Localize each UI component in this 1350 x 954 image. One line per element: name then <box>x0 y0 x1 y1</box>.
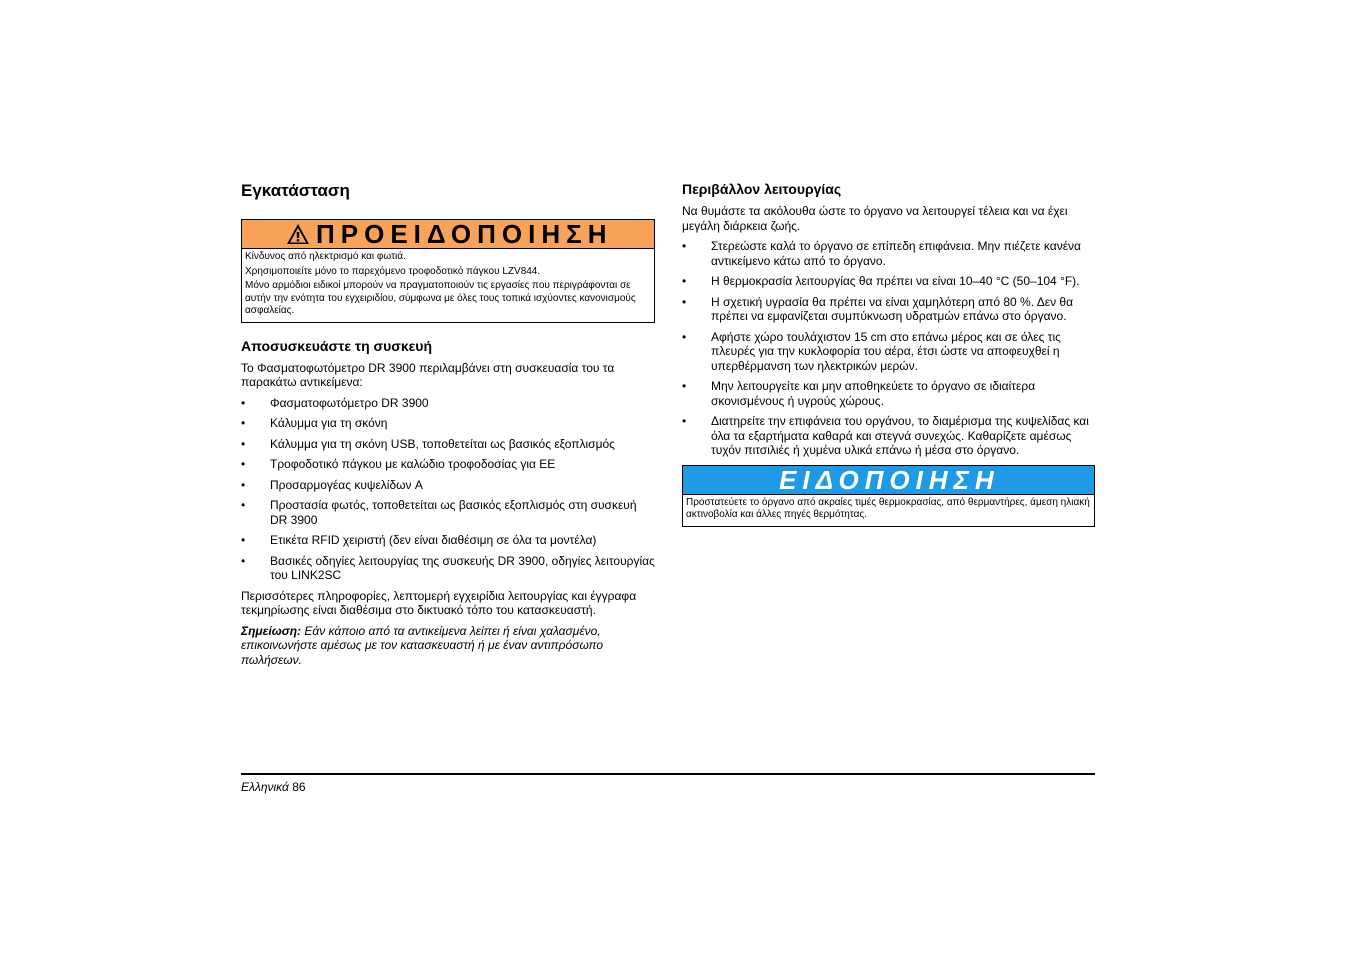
warning-line-2: Χρησιμοποιείτε μόνο το παρεχόμενο τροφοδοτικό πάγκου LZV844. <box>245 265 541 277</box>
warning-line-1: Κίνδυνος από ηλεκτρισμό και φωτιά. <box>245 251 406 262</box>
warning-box <box>241 219 655 323</box>
warning-line-3: Μόνο αρμόδιοι ειδικοί μπορούν να πραγματοποιούν τις εργασίες που περιγράφονται σε αυτήν την ενότητα του εγχειριδίου, σύμφωνα με όλες τους τοπικά ισχύοντες κανονισμούς ασφαλείας. <box>245 280 636 316</box>
list-item: • Φασματοφωτόμετρο DR 3900 <box>241 395 429 410</box>
notice-header <box>683 466 1094 495</box>
list-item: • Κάλυμμα για τη σκόνη <box>241 416 388 430</box>
list-item: • Μην λειτουργείτε και μην αποθηκεύετε το όργανο σε ιδιαίτερα σκονισμένους ή υγρούς χώρους. <box>682 379 1036 408</box>
more-info-text: Περισσότερες πληροφορίες, λεπτομερή εγχειρίδια λειτουργίας και έγγραφα τεκμηρίωσης είναι διαθέσιμα στο δικτυακό τόπο του κατασκευαστή. <box>241 588 637 617</box>
footer-divider <box>241 773 1095 775</box>
env-intro: Να θυμάστε τα ακόλουθα ώστε το όργανο να λειτουργεί τέλεια και να έχει μεγάλη διάρκεια ζωής. <box>682 204 1068 233</box>
env-list <box>682 239 1095 458</box>
footer-language: Ελληνικά <box>241 780 289 794</box>
right-column <box>682 180 1095 527</box>
note <box>241 624 655 668</box>
bullet: • <box>682 379 687 393</box>
list-item: • Η σχετική υγρασία θα πρέπει να είναι χαμηλότερη από 80 %. Δεν θα πρέπει να εμφανίζεται συμπύκνωση υδρατμών επάνω στο όργανο. <box>682 294 1074 323</box>
list-item: • Βασικές οδηγίες λειτουργίας της συσκευής DR 3900, οδηγίες λειτουργίας του LINK2SC <box>241 553 655 582</box>
bullet: • <box>682 274 687 288</box>
bullet: • <box>241 395 246 410</box>
notice-text: Προστατεύετε το όργανο από ακραίες τιμές θερμοκρασίας, από θερμαντήρες, άμεση ηλιακή ακτινοβολία και άλλες πηγές θερμότητας. <box>686 496 1090 520</box>
bullet: • <box>241 533 246 547</box>
notice-box <box>682 465 1095 527</box>
warning-header <box>242 220 654 249</box>
note-text: Εάν κάποιο από τα αντικείμενα λείπει ή είναι χαλασμένο, επικοινωνήστε αμέσως με τον κατασκευαστή ή με έναν αντιπρόσωπο πωλήσεων. <box>241 623 604 667</box>
notice-body <box>683 495 1094 526</box>
list-item: • Στερεώστε καλά το όργανο σε επίπεδη επιφάνεια. Μην πιέζετε κανένα αντικείμενο κάτω από το όργανο. <box>682 239 1081 268</box>
unpack-intro: Το Φασματοφωτόμετρο DR 3900 περιλαμβάνει στη συσκευασία του τα παρακάτω αντικείμενα: <box>241 360 615 389</box>
notice-label: ΕΙΔΟΠΟΙΗΣΗ <box>779 464 1000 495</box>
bullet: • <box>682 294 687 309</box>
unpack-list <box>241 396 655 583</box>
left-column <box>241 180 655 667</box>
list-item: • Η θερμοκρασία λειτουργίας θα πρέπει να είναι 10–40 °C (50–104 °F). <box>682 274 1080 288</box>
note-label: Σημείωση: <box>241 623 302 638</box>
warning-body <box>242 249 654 322</box>
list-item: • Τροφοδοτικό πάγκου με καλώδιο τροφοδοσίας για ΕΕ <box>241 457 556 471</box>
unpack-title: Αποσυσκευάστε τη συσκευή <box>241 337 433 354</box>
list-item: • Προσαρμογέας κυψελίδων A <box>241 477 423 492</box>
bullet: • <box>682 414 687 428</box>
warning-triangle-icon <box>286 223 310 250</box>
bullet: • <box>241 416 246 430</box>
bullet: • <box>241 477 246 492</box>
bullet: • <box>682 329 687 344</box>
bullet: • <box>241 457 246 471</box>
page-footer <box>241 780 306 794</box>
env-title: Περιβάλλον λειτουργίας <box>682 181 842 197</box>
warning-label: ΠΡΟΕΙΔΟΠΟΙΗΣΗ <box>316 219 613 249</box>
bullet: • <box>241 436 246 451</box>
bullet: • <box>241 498 246 512</box>
section-title-installation: Εγκατάσταση <box>241 181 350 200</box>
bullet: • <box>682 239 687 253</box>
list-item: • Ετικέτα RFID χειριστή (δεν είναι διαθέσιμη σε όλα τα μοντέλα) <box>241 533 597 547</box>
list-item: • Διατηρείτε την επιφάνεια του οργάνου, το διαμέρισμα της κυψελίδας και όλα τα εξαρτήματα καθαρά και στεγνά συνεχώς. Καθαρίζετε αμέσως τυχόν πιτσιλιές ή χυμένα υλικά επάνω ή μέσα στο όργανο. <box>682 414 1089 457</box>
list-item: • Κάλυμμα για τη σκόνη USB, τοποθετείται ως βασικός εξοπλισμός <box>241 436 615 451</box>
bullet: • <box>241 553 246 568</box>
list-item: • Προστασία φωτός, τοποθετείται ως βασικός εξοπλισμός στη συσκευή DR 3900 <box>241 498 637 527</box>
list-item: • Αφήστε χώρο τουλάχιστον 15 cm στο επάνω μέρος και σε όλες τις πλευρές για την κυκλοφορία του αέρα, έτσι ώστε να αποφευχθεί η υπερθέρμανση των ηλεκτρικών μερών. <box>682 329 1061 373</box>
page-number: 86 <box>292 780 306 794</box>
